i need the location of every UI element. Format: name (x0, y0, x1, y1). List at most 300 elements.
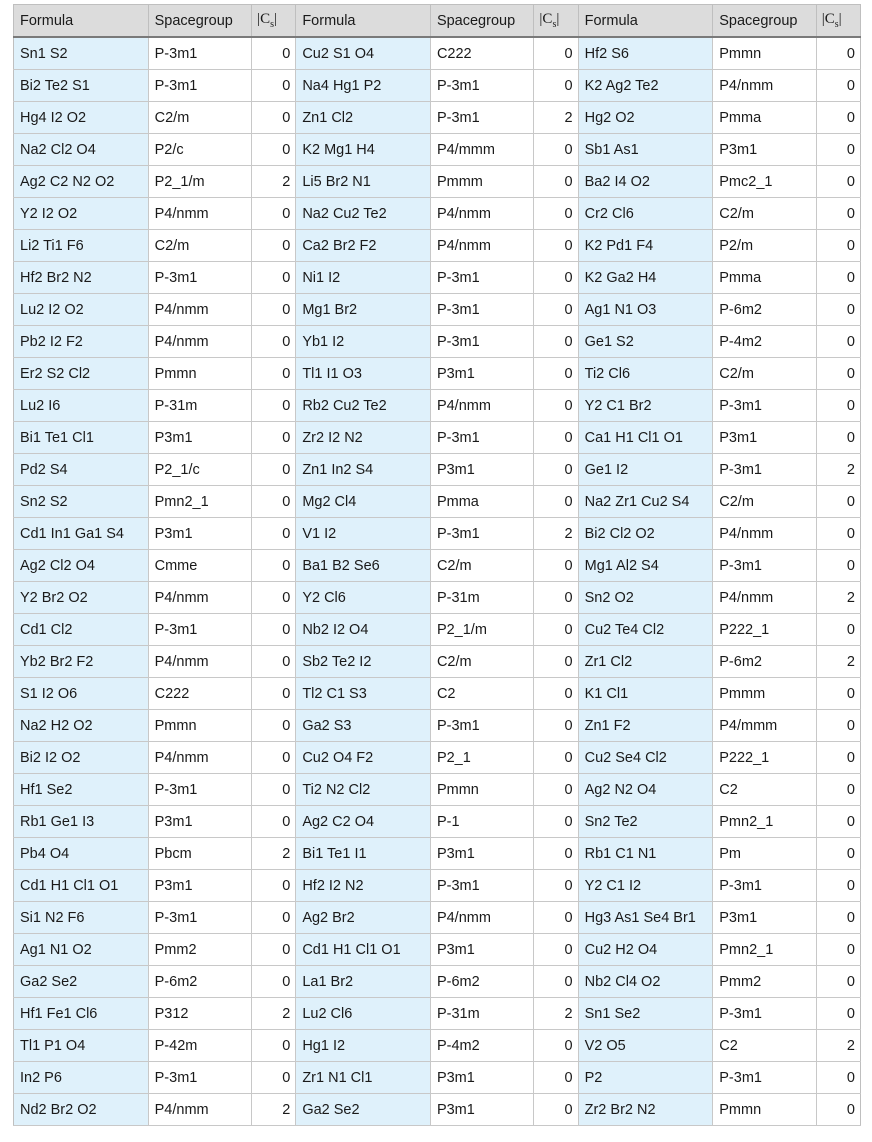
cs-value-cell: 0 (816, 550, 860, 582)
formula-cell: Li2 Ti1 F6 (14, 230, 149, 262)
header-cs-subscript: s (270, 19, 275, 30)
formula-cell: Lu2 Cl6 (296, 998, 431, 1030)
formula-cell: Pb2 I2 F2 (14, 326, 149, 358)
formula-cell: Bi2 Te2 S1 (14, 70, 149, 102)
cs-value-cell: 0 (816, 710, 860, 742)
cs-value-cell: 0 (252, 614, 296, 646)
formula-cell: Bi2 I2 O2 (14, 742, 149, 774)
spacegroup-cell: P4/nmm (148, 326, 251, 358)
formula-cell: Sn2 S2 (14, 486, 149, 518)
formula-cell: Tl2 C1 S3 (296, 678, 431, 710)
formula-cell: Y2 Br2 O2 (14, 582, 149, 614)
formula-cell: Mg1 Br2 (296, 294, 431, 326)
formula-cell: Zr2 I2 N2 (296, 422, 431, 454)
spacegroup-cell: P-3m1 (148, 614, 251, 646)
spacegroup-cell: P3m1 (430, 1094, 533, 1126)
formula-cell: Hf1 Fe1 Cl6 (14, 998, 149, 1030)
materials-table (13, 4, 861, 1126)
spacegroup-cell: P2_1/c (148, 454, 251, 486)
formula-cell: Hg4 I2 O2 (14, 102, 149, 134)
spacegroup-cell: P3m1 (430, 934, 533, 966)
cs-value-cell: 0 (534, 454, 578, 486)
cs-value-cell: 0 (534, 1062, 578, 1094)
spacegroup-cell: P2_1/m (430, 614, 533, 646)
header-spacegroup: Spacegroup (713, 5, 816, 38)
cs-value-cell: 0 (534, 838, 578, 870)
spacegroup-cell: P2_1 (430, 742, 533, 774)
cs-value-cell: 0 (816, 486, 860, 518)
cs-value-cell: 0 (252, 37, 296, 70)
cs-value-cell: 0 (252, 70, 296, 102)
formula-cell: Ba2 I4 O2 (578, 166, 713, 198)
formula-cell: Nb2 I2 O4 (296, 614, 431, 646)
cs-value-cell: 0 (252, 134, 296, 166)
cs-value-cell: 0 (252, 422, 296, 454)
header-cs-subscript: s (834, 19, 839, 30)
spacegroup-cell: P-3m1 (713, 1062, 816, 1094)
spacegroup-cell: P-3m1 (713, 454, 816, 486)
formula-cell: P2 (578, 1062, 713, 1094)
spacegroup-cell: C2/m (713, 358, 816, 390)
cs-value-cell: 0 (816, 1062, 860, 1094)
spacegroup-cell: Pbcm (148, 838, 251, 870)
table-row (14, 582, 861, 614)
cs-value-cell: 0 (816, 166, 860, 198)
cs-value-cell: 2 (534, 518, 578, 550)
formula-cell: Nd2 Br2 O2 (14, 1094, 149, 1126)
cs-value-cell: 0 (534, 422, 578, 454)
table-row (14, 838, 861, 870)
cs-value-cell: 2 (252, 998, 296, 1030)
cs-value-cell: 0 (252, 358, 296, 390)
spacegroup-cell: P-3m1 (148, 70, 251, 102)
spacegroup-cell: P-6m2 (148, 966, 251, 998)
spacegroup-cell: P-3m1 (430, 262, 533, 294)
spacegroup-cell: P-3m1 (430, 422, 533, 454)
table-row (14, 902, 861, 934)
spacegroup-cell: P-3m1 (148, 902, 251, 934)
formula-cell: Ag2 Cl2 O4 (14, 550, 149, 582)
cs-value-cell: 0 (816, 422, 860, 454)
cs-value-cell: 0 (252, 326, 296, 358)
cs-value-cell: 0 (252, 486, 296, 518)
formula-cell: Bi2 Cl2 O2 (578, 518, 713, 550)
cs-value-cell: 0 (252, 774, 296, 806)
cs-value-cell: 0 (252, 646, 296, 678)
formula-cell: Lu2 I2 O2 (14, 294, 149, 326)
formula-cell: Mg1 Al2 S4 (578, 550, 713, 582)
formula-cell: Cu2 Se4 Cl2 (578, 742, 713, 774)
spacegroup-cell: P-3m1 (430, 70, 533, 102)
spacegroup-cell: Pmmn (148, 358, 251, 390)
formula-cell: Sn1 S2 (14, 37, 149, 70)
spacegroup-cell: P4/nmm (430, 230, 533, 262)
table-row (14, 550, 861, 582)
header-row (14, 5, 861, 38)
spacegroup-cell: P-3m1 (430, 102, 533, 134)
cs-value-cell: 0 (252, 1062, 296, 1094)
formula-cell: Ga2 S3 (296, 710, 431, 742)
table-row (14, 998, 861, 1030)
spacegroup-cell: P3m1 (713, 422, 816, 454)
table-row (14, 966, 861, 998)
formula-cell: Ag2 C2 O4 (296, 806, 431, 838)
cs-value-cell: 0 (816, 966, 860, 998)
formula-cell: Cd1 In1 Ga1 S4 (14, 518, 149, 550)
spacegroup-cell: P4/nmm (148, 294, 251, 326)
header-cs (816, 5, 860, 38)
formula-cell: Hf2 S6 (578, 37, 713, 70)
materials-table-container (13, 4, 861, 1126)
spacegroup-cell: P4/nmm (148, 582, 251, 614)
spacegroup-cell: Pmmm (713, 678, 816, 710)
header-spacegroup: Spacegroup (430, 5, 533, 38)
cs-value-cell: 0 (534, 326, 578, 358)
spacegroup-cell: P-3m1 (148, 262, 251, 294)
cs-value-cell: 0 (534, 870, 578, 902)
table-row (14, 37, 861, 70)
cs-value-cell: 0 (816, 838, 860, 870)
formula-cell: K2 Pd1 F4 (578, 230, 713, 262)
cs-value-cell: 0 (534, 134, 578, 166)
cs-value-cell: 0 (252, 582, 296, 614)
formula-cell: Ti2 N2 Cl2 (296, 774, 431, 806)
spacegroup-cell: P-3m1 (430, 710, 533, 742)
spacegroup-cell: P-3m1 (713, 390, 816, 422)
table-row (14, 1030, 861, 1062)
formula-cell: Zn1 Cl2 (296, 102, 431, 134)
cs-value-cell: 2 (534, 998, 578, 1030)
table-body (14, 37, 861, 1126)
spacegroup-cell: Pmma (430, 486, 533, 518)
table-row (14, 422, 861, 454)
formula-cell: Pd2 S4 (14, 454, 149, 486)
formula-cell: Si1 N2 F6 (14, 902, 149, 934)
formula-cell: Ag2 N2 O4 (578, 774, 713, 806)
spacegroup-cell: Pmmn (713, 1094, 816, 1126)
formula-cell: Y2 I2 O2 (14, 198, 149, 230)
cs-value-cell: 0 (816, 678, 860, 710)
formula-cell: Cu2 S1 O4 (296, 37, 431, 70)
spacegroup-cell: P2/c (148, 134, 251, 166)
formula-cell: Zn1 In2 S4 (296, 454, 431, 486)
spacegroup-cell: P4/nmm (713, 70, 816, 102)
table-row (14, 326, 861, 358)
cs-value-cell: 0 (534, 774, 578, 806)
spacegroup-cell: P4/mmm (713, 710, 816, 742)
spacegroup-cell: Pmn2_1 (148, 486, 251, 518)
spacegroup-cell: P-3m1 (430, 518, 533, 550)
formula-cell: Cr2 Cl6 (578, 198, 713, 230)
spacegroup-cell: P3m1 (148, 806, 251, 838)
cs-value-cell: 0 (252, 198, 296, 230)
spacegroup-cell: Pmma (713, 102, 816, 134)
spacegroup-cell: P4/nmm (430, 390, 533, 422)
cs-value-cell: 0 (816, 902, 860, 934)
cs-value-cell: 0 (816, 230, 860, 262)
table-row (14, 166, 861, 198)
spacegroup-cell: Cmme (148, 550, 251, 582)
spacegroup-cell: C2 (713, 774, 816, 806)
spacegroup-cell: C2/m (430, 646, 533, 678)
cs-value-cell: 0 (816, 518, 860, 550)
spacegroup-cell: P-42m (148, 1030, 251, 1062)
formula-cell: Bi1 Te1 I1 (296, 838, 431, 870)
formula-cell: Hg2 O2 (578, 102, 713, 134)
header-cs-end: | (556, 11, 560, 27)
spacegroup-cell: P3m1 (430, 1062, 533, 1094)
spacegroup-cell: Pmmn (430, 774, 533, 806)
table-row (14, 806, 861, 838)
formula-cell: Ga2 Se2 (14, 966, 149, 998)
formula-cell: Sn2 Te2 (578, 806, 713, 838)
spacegroup-cell: P-4m2 (713, 326, 816, 358)
formula-cell: Mg2 Cl4 (296, 486, 431, 518)
cs-value-cell: 0 (252, 262, 296, 294)
cs-value-cell: 0 (816, 102, 860, 134)
spacegroup-cell: P-3m1 (430, 326, 533, 358)
spacegroup-cell: P-6m2 (713, 646, 816, 678)
spacegroup-cell: P-3m1 (148, 1062, 251, 1094)
formula-cell: Y2 Cl6 (296, 582, 431, 614)
table-row (14, 390, 861, 422)
cs-value-cell: 0 (534, 678, 578, 710)
spacegroup-cell: P-1 (430, 806, 533, 838)
formula-cell: V1 I2 (296, 518, 431, 550)
header-cs-base: |C (821, 11, 835, 27)
spacegroup-cell: Pmm2 (148, 934, 251, 966)
cs-value-cell: 0 (534, 550, 578, 582)
formula-cell: Zr2 Br2 N2 (578, 1094, 713, 1126)
spacegroup-cell: C2 (430, 678, 533, 710)
spacegroup-cell: P3m1 (148, 870, 251, 902)
formula-cell: Rb2 Cu2 Te2 (296, 390, 431, 422)
spacegroup-cell: P3m1 (430, 358, 533, 390)
table-row (14, 518, 861, 550)
table-row (14, 102, 861, 134)
cs-value-cell: 0 (534, 646, 578, 678)
formula-cell: Ag1 N1 O2 (14, 934, 149, 966)
formula-cell: K1 Cl1 (578, 678, 713, 710)
cs-value-cell: 0 (534, 934, 578, 966)
cs-value-cell: 0 (534, 358, 578, 390)
formula-cell: Na2 Cu2 Te2 (296, 198, 431, 230)
formula-cell: Hf2 I2 N2 (296, 870, 431, 902)
spacegroup-cell: Pmmm (430, 166, 533, 198)
spacegroup-cell: P4/mmm (430, 134, 533, 166)
formula-cell: Cd1 H1 Cl1 O1 (296, 934, 431, 966)
spacegroup-cell: C2 (713, 1030, 816, 1062)
table-row (14, 742, 861, 774)
formula-cell: V2 O5 (578, 1030, 713, 1062)
header-cs-end: | (274, 11, 278, 27)
cs-value-cell: 0 (252, 550, 296, 582)
formula-cell: Hg3 As1 Se4 Br1 (578, 902, 713, 934)
formula-cell: K2 Mg1 H4 (296, 134, 431, 166)
formula-cell: Zr1 Cl2 (578, 646, 713, 678)
cs-value-cell: 2 (816, 582, 860, 614)
spacegroup-cell: Pmmn (713, 37, 816, 70)
cs-value-cell: 0 (534, 1030, 578, 1062)
spacegroup-cell: P-3m1 (430, 294, 533, 326)
spacegroup-cell: C2/m (148, 102, 251, 134)
cs-value-cell: 2 (252, 166, 296, 198)
spacegroup-cell: P-3m1 (713, 870, 816, 902)
header-formula: Formula (578, 5, 713, 38)
formula-cell: Pb4 O4 (14, 838, 149, 870)
spacegroup-cell: C2/m (713, 198, 816, 230)
cs-value-cell: 0 (816, 870, 860, 902)
table-row (14, 486, 861, 518)
cs-value-cell: 0 (534, 742, 578, 774)
spacegroup-cell: P4/nmm (430, 902, 533, 934)
cs-value-cell: 0 (252, 806, 296, 838)
cs-value-cell: 0 (816, 198, 860, 230)
cs-value-cell: 0 (534, 262, 578, 294)
formula-cell: Ge1 I2 (578, 454, 713, 486)
cs-value-cell: 0 (816, 774, 860, 806)
formula-cell: Hf2 Br2 N2 (14, 262, 149, 294)
cs-value-cell: 2 (534, 102, 578, 134)
formula-cell: In2 P6 (14, 1062, 149, 1094)
formula-cell: La1 Br2 (296, 966, 431, 998)
cs-value-cell: 0 (816, 358, 860, 390)
formula-cell: Tl1 P1 O4 (14, 1030, 149, 1062)
table-row (14, 614, 861, 646)
cs-value-cell: 0 (252, 102, 296, 134)
formula-cell: Ni1 I2 (296, 262, 431, 294)
spacegroup-cell: Pmn2_1 (713, 806, 816, 838)
cs-value-cell: 2 (816, 1030, 860, 1062)
cs-value-cell: 0 (816, 806, 860, 838)
spacegroup-cell: P3m1 (713, 902, 816, 934)
formula-cell: Sb2 Te2 I2 (296, 646, 431, 678)
cs-value-cell: 0 (534, 390, 578, 422)
cs-value-cell: 0 (816, 70, 860, 102)
cs-value-cell: 0 (816, 934, 860, 966)
spacegroup-cell: P-6m2 (713, 294, 816, 326)
cs-value-cell: 0 (534, 198, 578, 230)
spacegroup-cell: C2/m (713, 486, 816, 518)
header-cs-subscript: s (552, 19, 557, 30)
spacegroup-cell: P4/nmm (713, 518, 816, 550)
header-cs-end: | (838, 11, 842, 27)
cs-value-cell: 0 (534, 902, 578, 934)
formula-cell: Nb2 Cl4 O2 (578, 966, 713, 998)
cs-value-cell: 0 (252, 1030, 296, 1062)
formula-cell: K2 Ag2 Te2 (578, 70, 713, 102)
cs-value-cell: 0 (534, 806, 578, 838)
formula-cell: Rb1 Ge1 I3 (14, 806, 149, 838)
formula-cell: K2 Ga2 H4 (578, 262, 713, 294)
formula-cell: Zr1 N1 Cl1 (296, 1062, 431, 1094)
spacegroup-cell: C222 (148, 678, 251, 710)
formula-cell: Yb1 I2 (296, 326, 431, 358)
header-cs-base: |C (539, 11, 553, 27)
formula-cell: Ag1 N1 O3 (578, 294, 713, 326)
formula-cell: Hg1 I2 (296, 1030, 431, 1062)
formula-cell: Ba1 B2 Se6 (296, 550, 431, 582)
spacegroup-cell: Pmc2_1 (713, 166, 816, 198)
spacegroup-cell: P-3m1 (713, 998, 816, 1030)
formula-cell: Ge1 S2 (578, 326, 713, 358)
formula-cell: Sn1 Se2 (578, 998, 713, 1030)
formula-cell: Cd1 H1 Cl1 O1 (14, 870, 149, 902)
formula-cell: Sn2 O2 (578, 582, 713, 614)
table-row (14, 358, 861, 390)
table-row (14, 710, 861, 742)
table-row (14, 198, 861, 230)
table-row (14, 774, 861, 806)
cs-value-cell: 0 (252, 454, 296, 486)
cs-value-cell: 0 (534, 70, 578, 102)
cs-value-cell: 0 (252, 710, 296, 742)
spacegroup-cell: Pmm2 (713, 966, 816, 998)
spacegroup-cell: P3m1 (148, 518, 251, 550)
header-cs (534, 5, 578, 38)
cs-value-cell: 0 (252, 902, 296, 934)
spacegroup-cell: P4/nmm (713, 582, 816, 614)
table-row (14, 934, 861, 966)
formula-cell: Er2 S2 Cl2 (14, 358, 149, 390)
spacegroup-cell: P4/nmm (430, 198, 533, 230)
table-row (14, 1062, 861, 1094)
table-row (14, 678, 861, 710)
cs-value-cell: 0 (816, 390, 860, 422)
spacegroup-cell: P-31m (430, 582, 533, 614)
table-row (14, 646, 861, 678)
spacegroup-cell: P-31m (148, 390, 251, 422)
spacegroup-cell: P4/nmm (148, 198, 251, 230)
formula-cell: Yb2 Br2 F2 (14, 646, 149, 678)
formula-cell: Cu2 Te4 Cl2 (578, 614, 713, 646)
spacegroup-cell: P4/nmm (148, 742, 251, 774)
cs-value-cell: 0 (534, 294, 578, 326)
header-spacegroup: Spacegroup (148, 5, 251, 38)
spacegroup-cell: P222_1 (713, 614, 816, 646)
cs-value-cell: 2 (816, 646, 860, 678)
formula-cell: Ca2 Br2 F2 (296, 230, 431, 262)
cs-value-cell: 0 (816, 326, 860, 358)
cs-value-cell: 0 (252, 742, 296, 774)
formula-cell: Lu2 I6 (14, 390, 149, 422)
formula-cell: Cu2 O4 F2 (296, 742, 431, 774)
table-row (14, 454, 861, 486)
cs-value-cell: 0 (252, 678, 296, 710)
formula-cell: Ga2 Se2 (296, 1094, 431, 1126)
cs-value-cell: 0 (534, 166, 578, 198)
cs-value-cell: 0 (252, 518, 296, 550)
formula-cell: Na2 Cl2 O4 (14, 134, 149, 166)
spacegroup-cell: Pmn2_1 (713, 934, 816, 966)
cs-value-cell: 0 (816, 294, 860, 326)
cs-value-cell: 0 (816, 262, 860, 294)
cs-value-cell: 0 (534, 1094, 578, 1126)
cs-value-cell: 0 (534, 582, 578, 614)
formula-cell: Tl1 I1 O3 (296, 358, 431, 390)
cs-value-cell: 0 (816, 37, 860, 70)
formula-cell: Cu2 H2 O4 (578, 934, 713, 966)
table-row (14, 70, 861, 102)
header-cs (252, 5, 296, 38)
formula-cell: Zn1 F2 (578, 710, 713, 742)
formula-cell: Y2 C1 I2 (578, 870, 713, 902)
header-formula: Formula (14, 5, 149, 38)
spacegroup-cell: P3m1 (713, 134, 816, 166)
formula-cell: S1 I2 O6 (14, 678, 149, 710)
spacegroup-cell: P312 (148, 998, 251, 1030)
cs-value-cell: 0 (816, 998, 860, 1030)
